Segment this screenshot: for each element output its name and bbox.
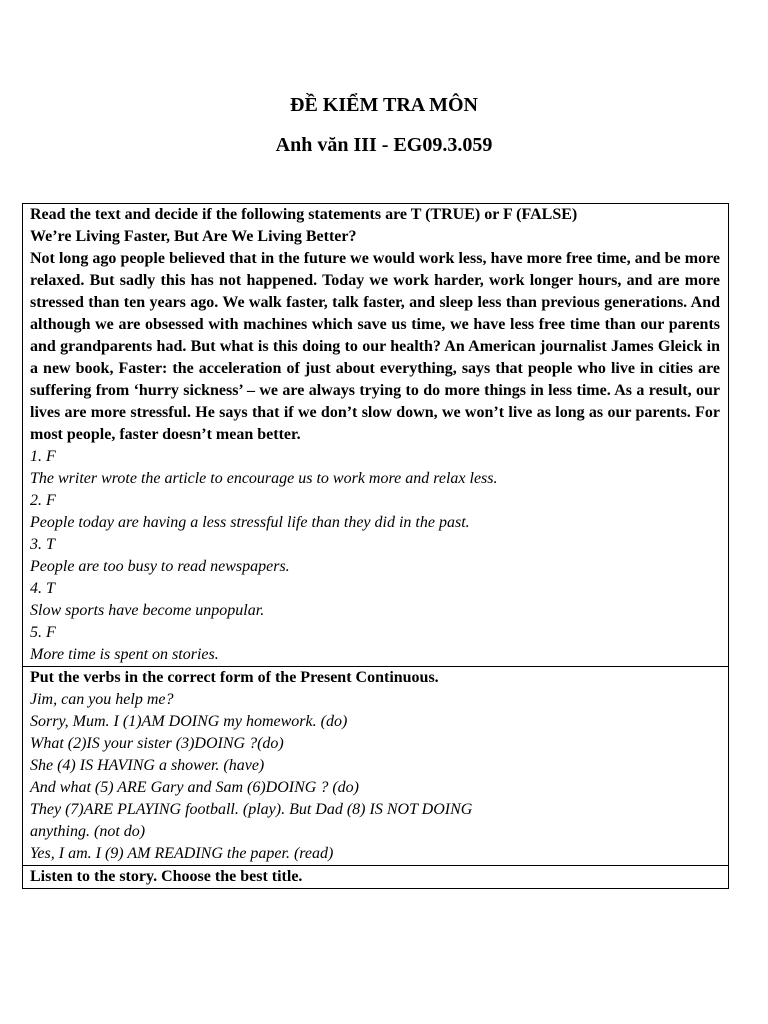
reading-passage: Not long ago people believed that in the future we would work less, have more free time, and be more relaxed. But sadly this has not happened. Today we work harder, work longer hours, and are more stressed than ten years ago. We walk faster, talk faster, and sleep less than previous generations. And although we are obsessed with machines which save us time, we have less free time than our parents and grandparents had. But what is this doing to our health? An American journalist James Gleick in a new book, Faster: the acceleration of just about everything, says that people who live in cities are suffering from ‘hurry sickness’ – we are always trying to do more things in less time. As a result, our lives are more stressful. He says that if we don’t slow down, we won’t live as long as our parents. For most people, faster doesn’t mean better. — [30, 250, 720, 443]
reading-instruction: Read the text and decide if the following statements are T (TRUE) or F (FALSE) — [30, 206, 578, 223]
passage-title: We’re Living Faster, But Are We Living Better? — [30, 228, 357, 245]
dialogue-line: Yes, I am. I (9) AM READING the paper. (read) — [30, 845, 334, 862]
exam-title: ĐỀ KIỂM TRA MÔN — [290, 94, 478, 116]
section-reading — [23, 204, 729, 667]
dialogue-line: Sorry, Mum. I (1)AM DOING my homework. (do) — [30, 713, 348, 730]
dialogue-line: anything. (not do) — [30, 823, 146, 840]
dialogue-line: Jim, can you help me? — [30, 691, 174, 708]
statement-4: Slow sports have become unpopular. — [30, 602, 265, 619]
answer-2: 2. F — [30, 492, 56, 509]
section-listening — [23, 866, 729, 889]
statement-5: More time is spent on stories. — [30, 646, 219, 663]
section-grammar — [23, 667, 729, 866]
statement-1: The writer wrote the article to encourage us to work more and relax less. — [30, 470, 498, 487]
dialogue-line: They (7)ARE PLAYING football. (play). But Dad (8) IS NOT DOING — [30, 801, 473, 818]
answer-5: 5. F — [30, 624, 56, 641]
dialogue-line: What (2)IS your sister (3)DOING ?(do) — [30, 735, 284, 752]
course-code: Anh văn III - EG09.3.059 — [275, 134, 493, 156]
section-listening-cell — [23, 866, 729, 889]
section-grammar-cell — [23, 667, 729, 866]
answer-3: 3. T — [30, 536, 55, 553]
answer-4: 4. T — [30, 580, 55, 597]
section-reading-cell — [23, 204, 729, 667]
grammar-instruction: Put the verbs in the correct form of the Present Continuous. — [30, 669, 439, 686]
statement-3: People are too busy to read newspapers. — [30, 558, 290, 575]
exam-table — [22, 203, 729, 889]
dialogue-line: And what (5) ARE Gary and Sam (6)DOING ? (do) — [30, 779, 359, 796]
statement-2: People today are having a less stressful life than they did in the past. — [30, 514, 470, 531]
listening-instruction: Listen to the story. Choose the best title. — [30, 868, 303, 885]
dialogue-line: She (4) IS HAVING a shower. (have) — [30, 757, 265, 774]
answer-1: 1. F — [30, 448, 56, 465]
